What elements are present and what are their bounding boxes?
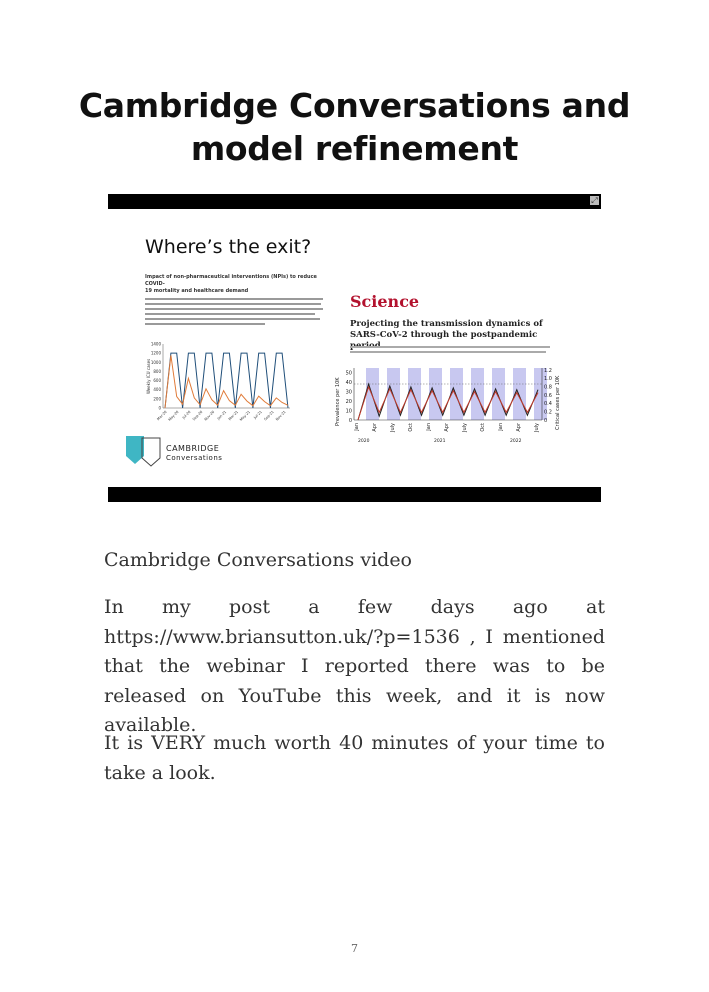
- distancing-band: [408, 368, 421, 420]
- prevalence-xtick: July: [534, 423, 540, 432]
- logo-text-line2: Conversations: [166, 454, 223, 462]
- icu-chart-ylabel: Weekly ICU cases: [146, 358, 151, 394]
- prevalence-chart-ylabel: Prevalence per 10K: [335, 377, 341, 426]
- video-top-bar: [108, 194, 601, 209]
- icu-ytick: 1400: [150, 341, 161, 347]
- prevalence-y2tick: 0.6: [544, 392, 552, 399]
- prevalence-y2tick: 0.4: [544, 401, 552, 408]
- icu-ytick: 0: [158, 405, 161, 411]
- distancing-band: [366, 368, 379, 420]
- prevalence-ytick: 30: [345, 389, 352, 396]
- prevalence-y2tick: 0: [544, 417, 548, 424]
- icu-ytick: 600: [153, 378, 161, 384]
- distancing-band: [387, 368, 400, 420]
- prevalence-xtick: Apr: [372, 423, 378, 432]
- prevalence-xtick: Jan: [426, 423, 432, 431]
- prevalence-xtick: Jan: [354, 423, 360, 431]
- prevalence-y2tick: 1.0: [544, 376, 552, 383]
- cambridge-logo-icon: [124, 434, 164, 470]
- icu-ytick: 1000: [150, 359, 161, 365]
- icu-xtick: Sep-21: [263, 409, 275, 422]
- icu-xtick: Jan-21: [216, 409, 228, 421]
- prevalence-y2tick: 0.2: [544, 409, 552, 416]
- prevalence-ytick: 0: [348, 417, 352, 424]
- prevalence-xtick: Jan: [498, 423, 504, 431]
- author-lines: [350, 346, 550, 356]
- icu-chart: [145, 334, 295, 434]
- icu-xtick: May-20: [167, 409, 180, 422]
- slide-heading: Where’s the exit?: [145, 236, 312, 258]
- video-embed[interactable]: [108, 194, 601, 502]
- left-study-title-line1: Impact of non-pharmaceutical interventions (NPIs) to reduce COVID-: [145, 274, 317, 287]
- prevalence-year: 2021: [434, 439, 446, 444]
- prevalence-ytick: 50: [345, 370, 352, 377]
- prevalence-year: 2020: [358, 439, 370, 444]
- video-bottom-bar: [108, 487, 601, 502]
- science-logo: Science: [350, 292, 420, 311]
- prevalence-series-line: [358, 387, 538, 420]
- page-number: 7: [351, 942, 358, 955]
- icu-xtick: May-21: [239, 409, 252, 422]
- prevalence-ytick: 40: [345, 379, 352, 386]
- icu-xtick: Nov-21: [275, 409, 287, 422]
- paragraph-1: In my post a few days ago at https://www.briansutton.uk/?p=1536 , I mentioned that the webinar I reported there was to be released on YouTube this week, and it is now available.: [104, 596, 605, 736]
- science-article-title: Projecting the transmission dynamics of SARS-CoV-2 through the postpandemic: [350, 319, 543, 340]
- prevalence-y2tick: 1.2: [544, 367, 552, 374]
- icu-ytick: 800: [153, 368, 161, 374]
- prevalence-xtick: Oct: [480, 423, 486, 432]
- icu-xtick: Jul-21: [253, 409, 263, 420]
- paragraph-2: It is VERY much worth 40 minutes of your time to take a look.: [104, 732, 605, 784]
- prevalence-chart-y2label: Critical cases per 10K: [555, 375, 561, 430]
- prevalence-xtick: Apr: [516, 423, 522, 432]
- prevalence-xtick: July: [462, 423, 468, 432]
- prevalence-year: 2022: [510, 439, 522, 444]
- icu-xtick: Nov-20: [203, 409, 216, 422]
- prevalence-xtick: Apr: [444, 423, 450, 432]
- icu-ytick: 200: [153, 396, 161, 402]
- video-caption: Cambridge Conversations video: [104, 549, 412, 571]
- expand-icon[interactable]: ⤢: [591, 196, 598, 205]
- prevalence-y2tick: 0.8: [544, 384, 552, 391]
- prevalence-xtick: July: [390, 423, 396, 432]
- icu-xtick: Mar-20: [156, 409, 168, 422]
- left-study-title-line2: 19 mortality and healthcare demand: [145, 288, 249, 294]
- prevalence-ytick: 10: [345, 408, 352, 415]
- left-study-text: [145, 274, 325, 325]
- page-title: Cambridge Conversations and model refinement: [78, 86, 631, 168]
- icu-xtick: Jul-20: [181, 409, 192, 420]
- prevalence-chart: [330, 364, 560, 449]
- icu-xtick: Sep-20: [191, 409, 204, 422]
- prevalence-ytick: 20: [345, 398, 352, 405]
- prevalence-xtick: Oct: [408, 423, 414, 432]
- icu-xtick: Mar-21: [227, 409, 240, 422]
- logo-text-line1: CAMBRIDGE: [166, 444, 220, 453]
- icu-ytick: 400: [153, 387, 161, 393]
- icu-ytick: 1200: [150, 350, 161, 356]
